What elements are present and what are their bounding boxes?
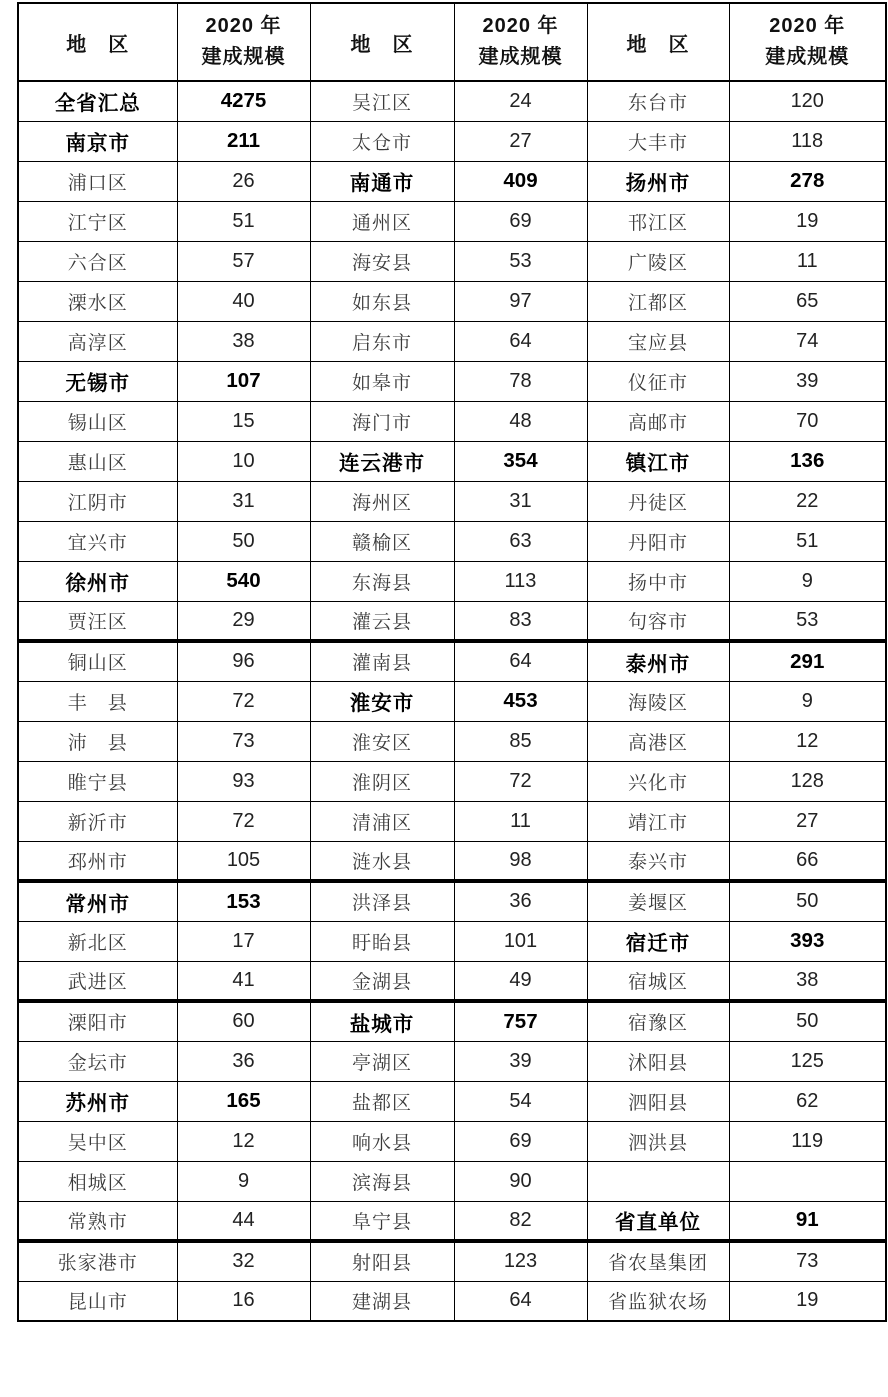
header-value-line2: 建成规模 <box>201 46 286 68</box>
region-cell: 灌云县 <box>310 601 454 641</box>
value-cell: 136 <box>729 441 886 481</box>
region-cell <box>587 1161 729 1201</box>
region-cell: 相城区 <box>18 1161 177 1201</box>
value-cell: 98 <box>454 841 587 881</box>
value-cell: 113 <box>454 561 587 601</box>
value-cell: 4275 <box>177 81 310 121</box>
value-cell: 757 <box>454 1001 587 1041</box>
value-cell: 66 <box>729 841 886 881</box>
region-cell: 全省汇总 <box>18 81 177 121</box>
value-cell: 54 <box>454 1081 587 1121</box>
header-region-2: 地 区 <box>310 3 454 81</box>
value-cell: 38 <box>177 321 310 361</box>
region-cell: 扬中市 <box>587 561 729 601</box>
region-cell: 涟水县 <box>310 841 454 881</box>
value-cell: 16 <box>177 1281 310 1321</box>
header-region-3: 地 区 <box>587 3 729 81</box>
region-cell: 洪泽县 <box>310 881 454 921</box>
value-cell: 10 <box>177 441 310 481</box>
value-cell: 44 <box>177 1201 310 1241</box>
region-cell: 无锡市 <box>18 361 177 401</box>
value-cell: 62 <box>729 1081 886 1121</box>
region-cell: 丰 县 <box>18 681 177 721</box>
region-cell: 海门市 <box>310 401 454 441</box>
value-cell: 29 <box>177 601 310 641</box>
region-cell: 昆山市 <box>18 1281 177 1321</box>
value-cell: 53 <box>729 601 886 641</box>
value-cell: 119 <box>729 1121 886 1161</box>
value-cell: 24 <box>454 81 587 121</box>
value-cell: 453 <box>454 681 587 721</box>
region-cell: 浦口区 <box>18 161 177 201</box>
region-cell: 江都区 <box>587 281 729 321</box>
value-cell: 15 <box>177 401 310 441</box>
table-row <box>18 161 886 201</box>
region-cell: 海陵区 <box>587 681 729 721</box>
region-cell: 溧水区 <box>18 281 177 321</box>
region-cell: 响水县 <box>310 1121 454 1161</box>
region-cell: 沛 县 <box>18 721 177 761</box>
region-cell: 靖江市 <box>587 801 729 841</box>
region-cell: 泰兴市 <box>587 841 729 881</box>
table-row <box>18 1121 886 1161</box>
table-row <box>18 1161 886 1201</box>
table-row <box>18 321 886 361</box>
region-cell: 省直单位 <box>587 1201 729 1241</box>
table-row <box>18 201 886 241</box>
region-cell: 滨海县 <box>310 1161 454 1201</box>
value-cell: 39 <box>454 1041 587 1081</box>
region-cell: 金湖县 <box>310 961 454 1001</box>
value-cell: 409 <box>454 161 587 201</box>
region-cell: 泗阳县 <box>587 1081 729 1121</box>
table-row <box>18 361 886 401</box>
region-cell: 如东县 <box>310 281 454 321</box>
header-region-1: 地 区 <box>18 3 177 81</box>
region-cell: 建湖县 <box>310 1281 454 1321</box>
region-cell: 新沂市 <box>18 801 177 841</box>
value-cell: 31 <box>177 481 310 521</box>
region-cell: 铜山区 <box>18 641 177 681</box>
value-cell: 105 <box>177 841 310 881</box>
header-value-line1: 2020 年 <box>482 15 559 37</box>
region-cell: 盐都区 <box>310 1081 454 1121</box>
region-cell: 泗洪县 <box>587 1121 729 1161</box>
value-cell: 72 <box>177 681 310 721</box>
region-cell: 如皋市 <box>310 361 454 401</box>
value-cell: 41 <box>177 961 310 1001</box>
value-cell: 107 <box>177 361 310 401</box>
region-cell: 广陵区 <box>587 241 729 281</box>
region-cell: 常州市 <box>18 881 177 921</box>
value-cell: 354 <box>454 441 587 481</box>
value-cell: 9 <box>729 561 886 601</box>
region-cell: 通州区 <box>310 201 454 241</box>
region-cell: 大丰市 <box>587 121 729 161</box>
region-cell: 丹阳市 <box>587 521 729 561</box>
region-cell: 句容市 <box>587 601 729 641</box>
region-cell: 江宁区 <box>18 201 177 241</box>
value-cell: 39 <box>729 361 886 401</box>
value-cell: 51 <box>177 201 310 241</box>
region-cell: 镇江市 <box>587 441 729 481</box>
region-cell: 六合区 <box>18 241 177 281</box>
region-cell: 淮安市 <box>310 681 454 721</box>
table-body <box>18 81 886 1321</box>
value-cell: 73 <box>177 721 310 761</box>
value-cell: 69 <box>454 201 587 241</box>
value-cell: 64 <box>454 321 587 361</box>
region-cell: 海安县 <box>310 241 454 281</box>
region-cell: 高淳区 <box>18 321 177 361</box>
table-row <box>18 961 886 1001</box>
header-value-line1: 2020 年 <box>769 15 846 37</box>
region-cell: 金坛市 <box>18 1041 177 1081</box>
value-cell: 73 <box>729 1241 886 1281</box>
table-row <box>18 921 886 961</box>
value-cell: 393 <box>729 921 886 961</box>
value-cell: 125 <box>729 1041 886 1081</box>
value-cell: 57 <box>177 241 310 281</box>
table-row <box>18 881 886 921</box>
value-cell: 63 <box>454 521 587 561</box>
value-cell: 19 <box>729 201 886 241</box>
value-cell: 64 <box>454 641 587 681</box>
region-cell: 宜兴市 <box>18 521 177 561</box>
value-cell: 96 <box>177 641 310 681</box>
region-cell: 淮安区 <box>310 721 454 761</box>
value-cell: 97 <box>454 281 587 321</box>
table-row <box>18 121 886 161</box>
region-cell: 南通市 <box>310 161 454 201</box>
region-cell: 高港区 <box>587 721 729 761</box>
region-build-scale-table <box>17 2 887 1322</box>
table-row <box>18 801 886 841</box>
value-cell: 19 <box>729 1281 886 1321</box>
region-cell: 盱眙县 <box>310 921 454 961</box>
header-value-line2: 建成规模 <box>765 46 850 68</box>
value-cell: 128 <box>729 761 886 801</box>
value-cell: 17 <box>177 921 310 961</box>
table-row <box>18 681 886 721</box>
value-cell: 165 <box>177 1081 310 1121</box>
value-cell: 60 <box>177 1001 310 1041</box>
value-cell: 27 <box>454 121 587 161</box>
region-cell: 江阴市 <box>18 481 177 521</box>
value-cell: 36 <box>177 1041 310 1081</box>
region-cell: 省农垦集团 <box>587 1241 729 1281</box>
region-cell: 仪征市 <box>587 361 729 401</box>
region-cell: 贾汪区 <box>18 601 177 641</box>
value-cell: 9 <box>729 681 886 721</box>
value-cell: 11 <box>454 801 587 841</box>
region-cell: 宿豫区 <box>587 1001 729 1041</box>
value-cell: 26 <box>177 161 310 201</box>
region-cell: 邗江区 <box>587 201 729 241</box>
table-row <box>18 241 886 281</box>
value-cell: 83 <box>454 601 587 641</box>
table-row <box>18 1201 886 1241</box>
table-row <box>18 1241 886 1281</box>
region-cell: 吴中区 <box>18 1121 177 1161</box>
region-cell: 射阳县 <box>310 1241 454 1281</box>
value-cell: 36 <box>454 881 587 921</box>
value-cell: 90 <box>454 1161 587 1201</box>
value-cell: 69 <box>454 1121 587 1161</box>
table-row <box>18 1001 886 1041</box>
region-cell: 丹徒区 <box>587 481 729 521</box>
region-cell: 新北区 <box>18 921 177 961</box>
value-cell: 70 <box>729 401 886 441</box>
value-cell: 31 <box>454 481 587 521</box>
region-cell: 淮阴区 <box>310 761 454 801</box>
value-cell: 123 <box>454 1241 587 1281</box>
value-cell: 120 <box>729 81 886 121</box>
region-cell: 盐城市 <box>310 1001 454 1041</box>
region-cell: 邳州市 <box>18 841 177 881</box>
value-cell: 51 <box>729 521 886 561</box>
region-cell: 清浦区 <box>310 801 454 841</box>
region-cell: 睢宁县 <box>18 761 177 801</box>
value-cell: 291 <box>729 641 886 681</box>
value-cell: 12 <box>729 721 886 761</box>
value-cell: 91 <box>729 1201 886 1241</box>
value-cell: 27 <box>729 801 886 841</box>
header-value-line2: 建成规模 <box>478 46 563 68</box>
region-cell: 姜堰区 <box>587 881 729 921</box>
table-row <box>18 761 886 801</box>
table-row <box>18 81 886 121</box>
region-cell: 南京市 <box>18 121 177 161</box>
value-cell: 40 <box>177 281 310 321</box>
table-header-row <box>18 3 886 81</box>
value-cell: 82 <box>454 1201 587 1241</box>
table-row <box>18 601 886 641</box>
value-cell: 11 <box>729 241 886 281</box>
table-row <box>18 561 886 601</box>
region-cell: 海州区 <box>310 481 454 521</box>
header-value-1 <box>177 3 310 81</box>
region-cell: 阜宁县 <box>310 1201 454 1241</box>
region-cell: 吴江区 <box>310 81 454 121</box>
region-cell: 宿迁市 <box>587 921 729 961</box>
header-value-line1: 2020 年 <box>205 15 282 37</box>
region-cell: 亭湖区 <box>310 1041 454 1081</box>
region-cell: 惠山区 <box>18 441 177 481</box>
value-cell: 22 <box>729 481 886 521</box>
region-cell: 连云港市 <box>310 441 454 481</box>
value-cell: 48 <box>454 401 587 441</box>
value-cell <box>729 1161 886 1201</box>
value-cell: 78 <box>454 361 587 401</box>
table-row <box>18 441 886 481</box>
region-cell: 扬州市 <box>587 161 729 201</box>
value-cell: 118 <box>729 121 886 161</box>
value-cell: 38 <box>729 961 886 1001</box>
value-cell: 64 <box>454 1281 587 1321</box>
value-cell: 101 <box>454 921 587 961</box>
table-row <box>18 481 886 521</box>
header-value-3 <box>729 3 886 81</box>
value-cell: 93 <box>177 761 310 801</box>
value-cell: 540 <box>177 561 310 601</box>
header-value-2 <box>454 3 587 81</box>
value-cell: 50 <box>177 521 310 561</box>
table-row <box>18 1041 886 1081</box>
value-cell: 53 <box>454 241 587 281</box>
region-cell: 沭阳县 <box>587 1041 729 1081</box>
region-cell: 溧阳市 <box>18 1001 177 1041</box>
region-cell: 张家港市 <box>18 1241 177 1281</box>
region-cell: 武进区 <box>18 961 177 1001</box>
region-cell: 赣榆区 <box>310 521 454 561</box>
value-cell: 50 <box>729 881 886 921</box>
region-cell: 苏州市 <box>18 1081 177 1121</box>
region-cell: 常熟市 <box>18 1201 177 1241</box>
value-cell: 12 <box>177 1121 310 1161</box>
region-cell: 启东市 <box>310 321 454 361</box>
region-cell: 宿城区 <box>587 961 729 1001</box>
region-cell: 锡山区 <box>18 401 177 441</box>
table-row <box>18 641 886 681</box>
region-cell: 省监狱农场 <box>587 1281 729 1321</box>
table-header <box>18 3 886 81</box>
table-row <box>18 1081 886 1121</box>
value-cell: 50 <box>729 1001 886 1041</box>
table-row <box>18 841 886 881</box>
region-cell: 泰州市 <box>587 641 729 681</box>
table-row <box>18 1281 886 1321</box>
value-cell: 211 <box>177 121 310 161</box>
table-row <box>18 721 886 761</box>
table-row <box>18 401 886 441</box>
value-cell: 85 <box>454 721 587 761</box>
region-cell: 宝应县 <box>587 321 729 361</box>
value-cell: 9 <box>177 1161 310 1201</box>
value-cell: 49 <box>454 961 587 1001</box>
table-row <box>18 521 886 561</box>
value-cell: 278 <box>729 161 886 201</box>
value-cell: 72 <box>177 801 310 841</box>
value-cell: 65 <box>729 281 886 321</box>
value-cell: 32 <box>177 1241 310 1281</box>
value-cell: 74 <box>729 321 886 361</box>
region-cell: 东台市 <box>587 81 729 121</box>
value-cell: 153 <box>177 881 310 921</box>
region-cell: 兴化市 <box>587 761 729 801</box>
region-cell: 东海县 <box>310 561 454 601</box>
table-row <box>18 281 886 321</box>
value-cell: 72 <box>454 761 587 801</box>
region-cell: 灌南县 <box>310 641 454 681</box>
region-cell: 高邮市 <box>587 401 729 441</box>
region-cell: 太仓市 <box>310 121 454 161</box>
region-cell: 徐州市 <box>18 561 177 601</box>
